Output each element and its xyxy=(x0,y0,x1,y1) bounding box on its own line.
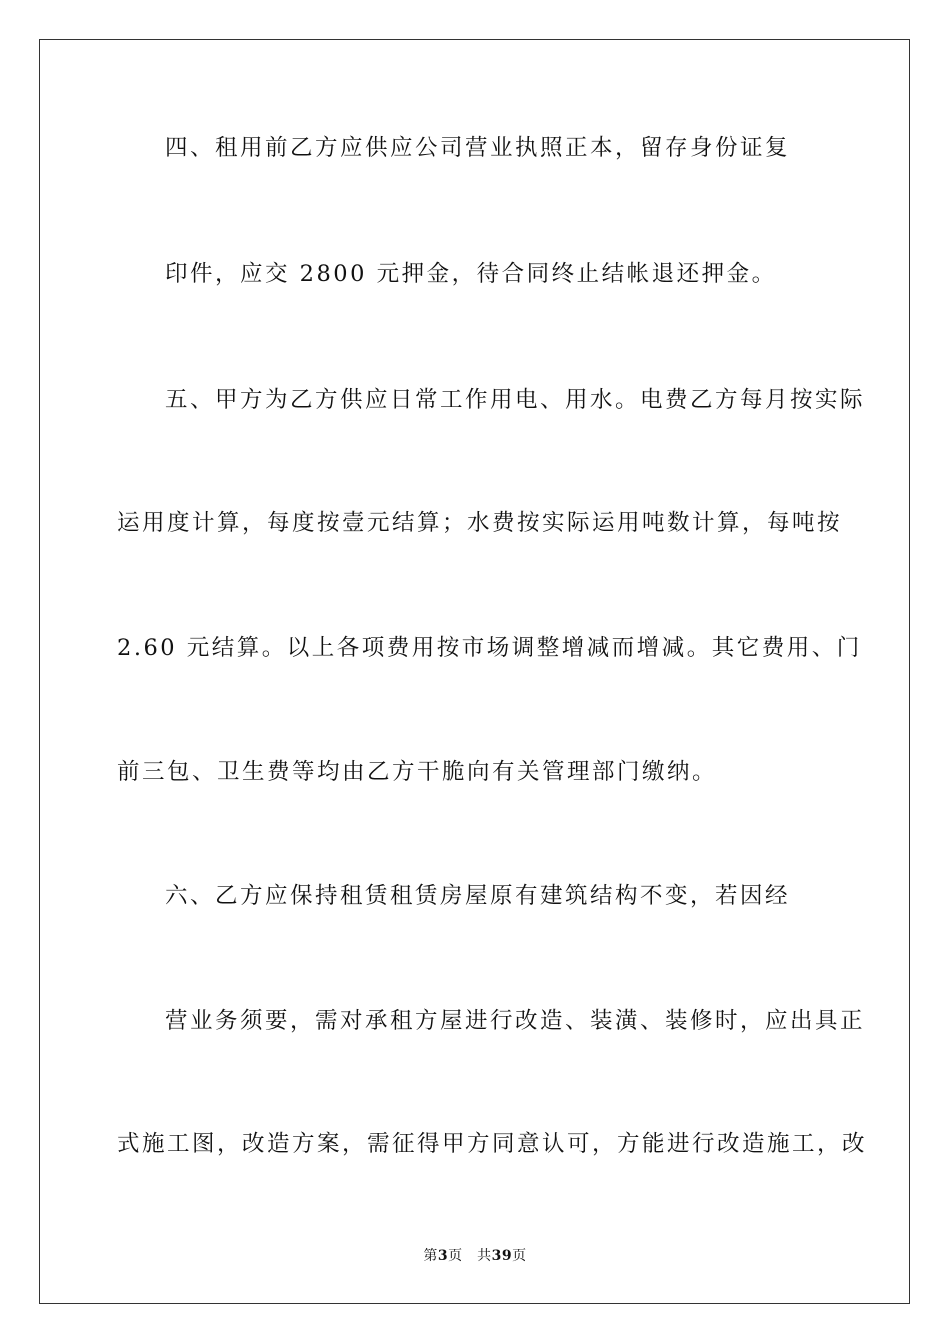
text-line-6: 前三包、卫生费等均由乙方干脆向有关管理部门缴纳。 xyxy=(117,759,718,785)
text-line-8: 营业务须要，需对承租方屋进行改造、装潢、装修时，应出具正 xyxy=(165,1008,866,1034)
text-line-7: 六、乙方应保持租赁租赁房屋原有建筑结构不变，若因经 xyxy=(165,883,791,909)
footer-page-number: 3 xyxy=(437,1248,449,1264)
text-line-3: 五、甲方为乙方供应日常工作用电、用水。电费乙方每月按实际 xyxy=(165,387,866,413)
text-line-9: 式施工图，改造方案，需征得甲方同意认可，方能进行改造施工，改 xyxy=(117,1131,868,1157)
page-border xyxy=(39,39,910,1304)
footer-total-pages: 39 xyxy=(491,1248,513,1264)
footer-page-suffix: 页 xyxy=(512,1248,527,1264)
text-line-1: 四、租用前乙方应供应公司营业执照正本，留存身份证复 xyxy=(165,135,791,161)
text-line-5: 2.60 元结算。以上各项费用按市场调整增减而增减。其它费用、门 xyxy=(117,635,862,661)
footer-page-prefix: 第 xyxy=(423,1248,438,1264)
page-footer xyxy=(0,1247,950,1265)
text-line-2: 印件，应交 2800 元押金，待合同终止结帐退还押金。 xyxy=(165,261,777,287)
text-line-4: 运用度计算，每度按壹元结算；水费按实际运用吨数计算，每吨按 xyxy=(117,510,843,536)
footer-page-mid: 页 共 xyxy=(448,1248,492,1264)
